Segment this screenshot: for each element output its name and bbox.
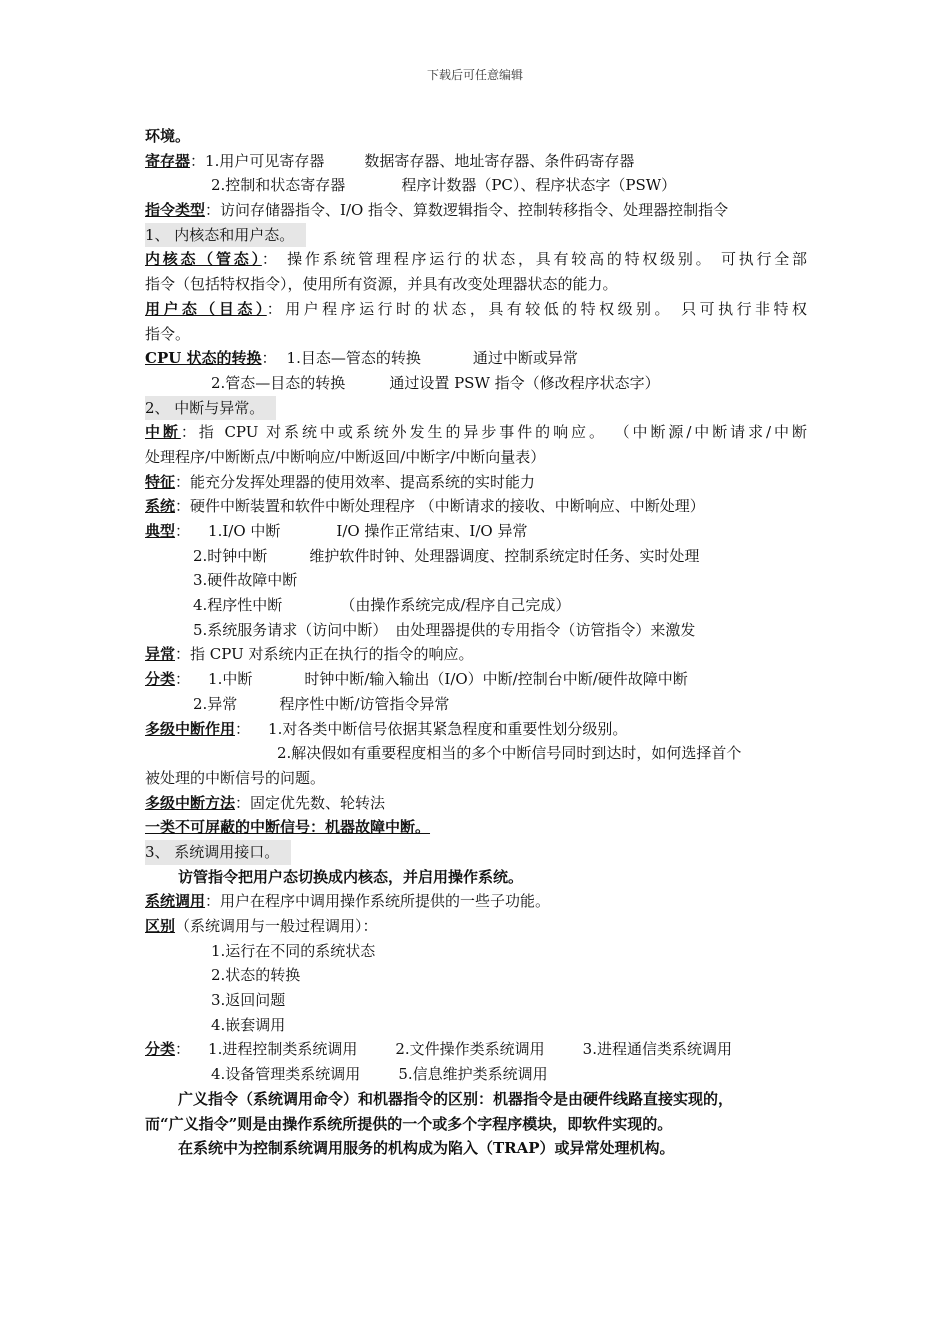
text: ： 操作系统管理程序运行的状态，具有较高的特权级别。 可执行全部 bbox=[261, 250, 807, 269]
text: ：指 CPU 对系统中或系统外发生的异步事件的响应。 （中断源/中断请求/中断 bbox=[180, 423, 807, 442]
typical-item bbox=[145, 618, 807, 643]
term: 用户态（目态） bbox=[145, 299, 267, 318]
colon: ： bbox=[175, 1040, 191, 1059]
text: 2.异常 bbox=[193, 694, 238, 713]
text: 5.系统服务请求（访问中断） bbox=[193, 620, 388, 639]
text: （系统调用与一般过程调用）： bbox=[175, 917, 378, 935]
difference-item: 1.运行在不同的系统状态 bbox=[211, 941, 376, 960]
colon: ： bbox=[235, 719, 251, 738]
text: 通过中断或异常 bbox=[472, 349, 578, 368]
section-2-heading: 2、 中断与异常。 bbox=[145, 396, 276, 421]
registers-line-2 bbox=[145, 173, 807, 198]
exception-line bbox=[145, 642, 807, 667]
syscall-classification-line bbox=[145, 1037, 807, 1062]
bold-paragraph: 而“广义指令”则是由操作系统所提供的一个或多个字程序模块，即软件实现的。 bbox=[145, 1114, 673, 1133]
registers-line bbox=[145, 149, 807, 174]
term: 指令类型 bbox=[145, 201, 206, 220]
text: 1.I/O 中断 bbox=[208, 522, 281, 540]
classification-line-2 bbox=[145, 692, 807, 717]
feature-line bbox=[145, 470, 807, 495]
text-line: 指令（包括特权指令），使用所有资源，并具有改变处理器状态的能力。 bbox=[145, 275, 618, 294]
classification-line bbox=[145, 667, 807, 692]
text: 1.中断 bbox=[208, 670, 253, 689]
difference-item: 4.嵌套调用 bbox=[211, 1015, 286, 1034]
cpu-state-line-2 bbox=[145, 371, 807, 396]
page-header: 下载后可任意编辑 bbox=[426, 68, 523, 82]
cpu-state-line bbox=[145, 346, 807, 371]
text: 由处理器提供的专用指令（访管指令）来激发 bbox=[395, 620, 696, 639]
term: 异常 bbox=[145, 645, 176, 664]
text: ：用户在程序中调用操作系统所提供的一些子功能。 bbox=[205, 892, 551, 911]
section-heading bbox=[145, 396, 807, 421]
method-line bbox=[145, 791, 807, 816]
typical-line bbox=[145, 519, 807, 544]
text: I/O 操作正常结束、I/O 异常 bbox=[336, 522, 528, 540]
text-line: 处理程序/中断断点/中断响应/中断返回/中断字/中断向量表） bbox=[145, 447, 546, 466]
kernel-mode-line bbox=[145, 247, 807, 272]
term: 内核态（管态） bbox=[145, 250, 262, 269]
text: 1.目态—管态的转换 bbox=[286, 349, 421, 368]
section-3-heading: 3、 系统调用接口。 bbox=[145, 840, 291, 865]
term: 多级中断方法 bbox=[145, 793, 236, 812]
difference-item: 2.状态的转换 bbox=[211, 966, 301, 985]
system-line bbox=[145, 494, 807, 519]
colon: ： bbox=[261, 349, 277, 368]
nmi-line: 一类不可屏蔽的中断信号：机器故障中断。 bbox=[145, 818, 431, 837]
typical-item bbox=[145, 544, 807, 569]
document-body bbox=[145, 124, 807, 1161]
colon: ： bbox=[190, 151, 206, 170]
text: 1.进程控制类系统调用 bbox=[208, 1040, 358, 1059]
term: 分类 bbox=[145, 670, 176, 689]
section-heading bbox=[145, 840, 807, 865]
text: ：固定优先数、轮转法 bbox=[235, 793, 386, 812]
term: 典型 bbox=[145, 522, 176, 540]
term: 寄存器 bbox=[145, 151, 191, 170]
text: 通过设置 PSW 指令（修改程序状态字） bbox=[389, 373, 660, 392]
text: 程序计数器（PC）、程序状态字（PSW） bbox=[401, 176, 677, 195]
text: ：指 CPU 对系统内正在执行的指令的响应。 bbox=[175, 645, 474, 664]
text: 1.用户可见寄存器 bbox=[205, 151, 325, 170]
text: 4.设备管理类系统调用 bbox=[211, 1065, 361, 1084]
term: 分类 bbox=[145, 1040, 176, 1059]
text-line: 环境。 bbox=[145, 127, 191, 145]
difference-line bbox=[145, 914, 807, 939]
text: 2.文件操作类系统调用 bbox=[395, 1040, 545, 1059]
colon: ： bbox=[175, 522, 191, 540]
term: 多级中断作用 bbox=[145, 719, 236, 738]
term: 特征 bbox=[145, 472, 176, 491]
bold-paragraph: 访管指令把用户态切换成内核态，并启用操作系统。 bbox=[178, 867, 524, 886]
bold-paragraph: 广义指令（系统调用命令）和机器指令的区别：机器指令是由硬件线路直接实现的， bbox=[178, 1089, 734, 1108]
section-1-heading: 1、 内核态和用户态。 bbox=[145, 223, 306, 248]
text: 维护软件时钟、处理器调度、控制系统定时任务、实时处理 bbox=[309, 546, 700, 565]
multilevel-line bbox=[145, 717, 807, 742]
typical-item: 3.硬件故障中断 bbox=[193, 571, 298, 590]
text: 时钟中断/输入输出（I/O）中断/控制台中断/硬件故障中断 bbox=[304, 670, 688, 689]
term: 系统 bbox=[145, 497, 176, 516]
text: ：硬件中断装置和软件中断处理程序 （中断请求的接收、中断响应、中断处理） bbox=[175, 497, 705, 516]
text: 5.信息维护类系统调用 bbox=[398, 1065, 548, 1084]
syscall-classification-line-2 bbox=[145, 1062, 807, 1087]
text: 2.管态—目态的转换 bbox=[211, 373, 346, 392]
text: 数据寄存器、地址寄存器、条件码寄存器 bbox=[364, 151, 635, 170]
multilevel-line-2: 2.解决假如有重要程度相当的多个中断信号同时到达时，如何选择首个 bbox=[277, 744, 742, 763]
instruction-types-line bbox=[145, 198, 807, 223]
section-heading bbox=[145, 223, 807, 248]
text: ：用户程序运行时的状态，具有较低的特权级别。 只可执行非特权 bbox=[266, 299, 807, 318]
term: 中断 bbox=[145, 423, 181, 442]
interrupt-line bbox=[145, 420, 807, 445]
syscall-line bbox=[145, 889, 807, 914]
term: CPU 状态的转换 bbox=[145, 349, 262, 368]
text: 4.程序性中断 bbox=[193, 596, 283, 615]
term: 区别 bbox=[145, 917, 176, 935]
text: （由操作系统完成/程序自己完成） bbox=[340, 596, 571, 615]
text-line: 指令。 bbox=[145, 324, 191, 343]
bold-paragraph: 在系统中为控制系统调用服务的机构成为陷入（TRAP）或异常处理机构。 bbox=[178, 1139, 675, 1158]
text-line: 被处理的中断信号的问题。 bbox=[145, 768, 326, 787]
text: 程序性中断/访管指令异常 bbox=[279, 694, 450, 713]
typical-item bbox=[145, 593, 807, 618]
text: 2.时钟中断 bbox=[193, 546, 268, 565]
text: ：访问存储器指令、I/O 指令、算数逻辑指令、控制转移指令、处理器控制指令 bbox=[205, 201, 729, 220]
colon: ： bbox=[175, 670, 191, 689]
text: 1.对各类中断信号依据其紧急程度和重要性划分级别。 bbox=[268, 719, 628, 738]
text: 3.进程通信类系统调用 bbox=[582, 1040, 732, 1059]
text: ：能充分发挥处理器的使用效率、提高系统的实时能力 bbox=[175, 472, 536, 491]
user-mode-line bbox=[145, 297, 807, 322]
term: 系统调用 bbox=[145, 892, 206, 911]
text: 2.控制和状态寄存器 bbox=[211, 176, 346, 195]
difference-item: 3.返回问题 bbox=[211, 991, 286, 1010]
